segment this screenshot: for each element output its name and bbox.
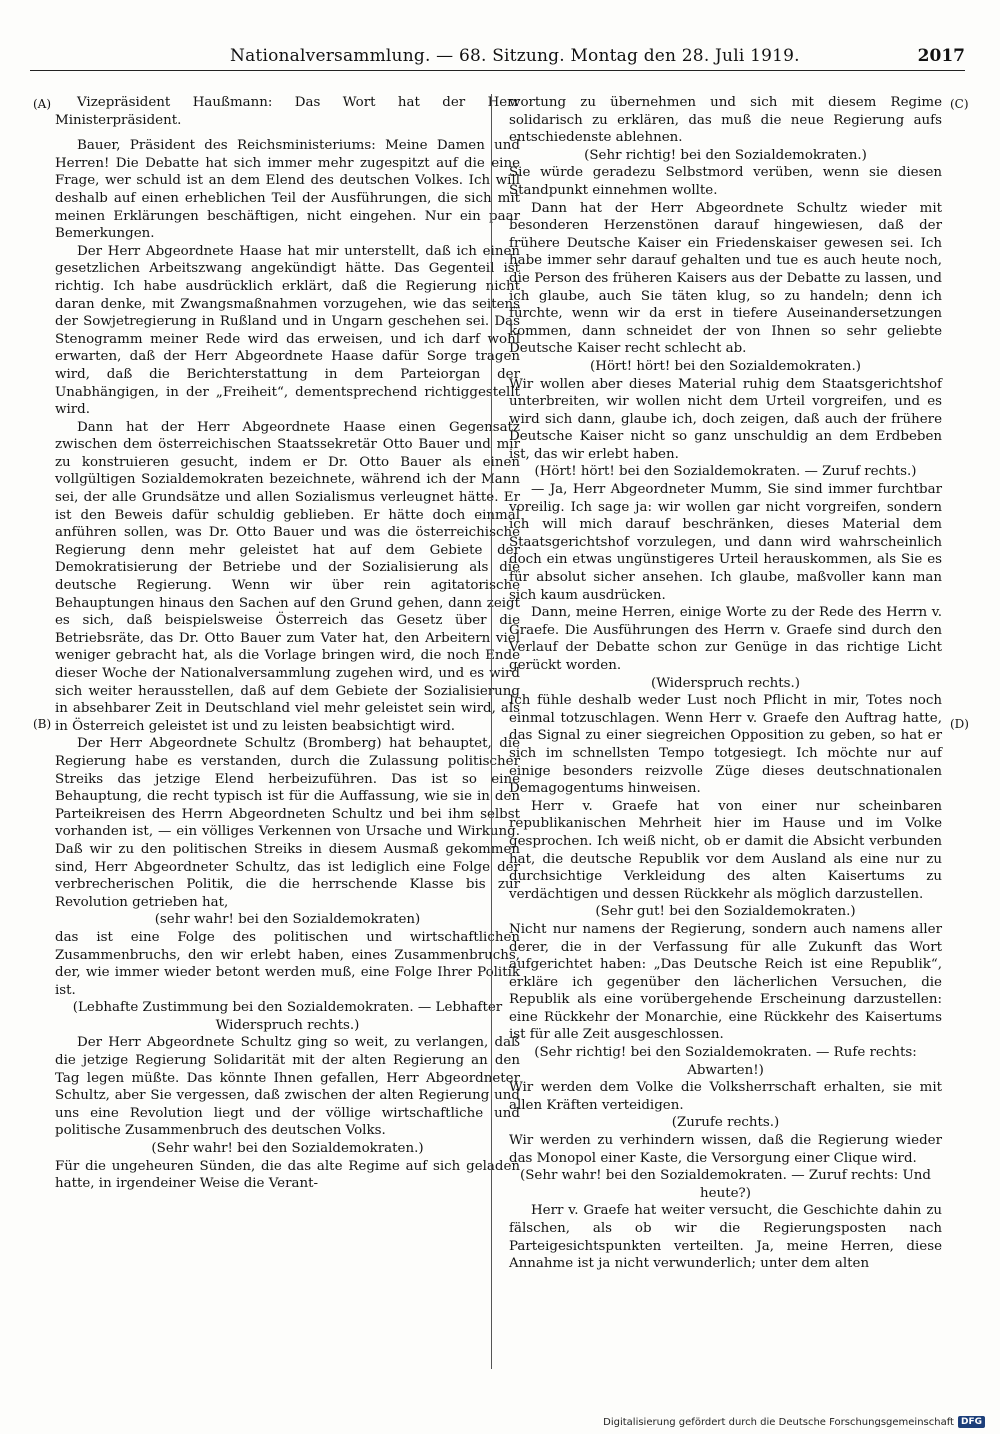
interjection: (sehr wahr! bei den Sozialdemokraten) — [154, 912, 421, 928]
footer-credit: Digitalisierung gefördert durch die Deutsche Forschungsgemeinschaft — [603, 1416, 954, 1428]
interjection: (Sehr richtig! bei den Sozialdemokraten.) — [584, 147, 867, 163]
digitization-footer — [603, 1416, 985, 1428]
paragraph: Wir werden dem Volke die Volksherrschaft erhalten, sie mit allen Kräften verteidigen. — [509, 1080, 942, 1113]
paragraph: das ist eine Folge des politischen und wirtschaftlichen Zusammenbruchs, den wir erlebt haben, eines Zusammenbruchs, der, wie immer wieder betont werden muß, eine Folge Ihrer Politik ist. — [55, 929, 520, 998]
paragraph: Für die ungeheuren Sünden, die das alte Regime auf sich geladen hatte, in irgendeiner Weise die Verant- — [55, 1158, 520, 1192]
page-number: 2017 — [917, 46, 965, 66]
running-header — [30, 44, 965, 71]
interjection: (Sehr wahr! bei den Sozialdemokraten. — Zuruf rechts: Und heute?) — [520, 1168, 931, 1201]
interjection: (Sehr richtig! bei den Sozialdemokraten. — Rufe rechts: Abwarten!) — [534, 1045, 917, 1078]
interjection: (Hört! hört! bei den Sozialdemokraten. — Zuruf rechts.) — [534, 464, 917, 480]
dfg-logo-icon: DFG — [958, 1416, 985, 1428]
paragraph: Herr v. Graefe hat von einer nur scheinbaren republikanischen Mehrheit hier im Hause und im Volke gesprochen. Ich weiß nicht, ob er damit die Absicht verbunden hat, die deutsche Republik vor dem Ausland als eine nur zu durchsichtige Verkleidung des alten Kaisertums zu verdächtigen und dessen Rückkehr als möglich darzustellen. — [509, 798, 942, 902]
paragraph: — Ja, Herr Abgeordneter Mumm, Sie sind immer furchtbar voreilig. Ich sage ja: wir wollen gar nicht vorgreifen, sondern ich will mich darauf beschränken, dieses Material dem Staatsgerichtshof vorzulegen, und dann wird wahrscheinlich doch ein etwas ungünstigeres Urteil herauskommen, als Sie es für absolut sicher ansehen. Ich glaube, maßvoller kann man sich kaum ausdrücken. — [509, 482, 942, 603]
paragraph: Der Herr Abgeordnete Schultz (Bromberg) hat behauptet, die Regierung habe es verstanden, durch die Zulassung politischer Streiks das jetzige Elend herbeizuführen. Das ist so eine Behauptung, die recht typisch ist für die Auffassung, wie sie in den Parteikreisen des Herrn Abgeordneten Schultz und bei ihm selbst vorhanden ist, — ein völliges Verkennen von Ursache und Wirkung. Daß wir zu den politischen Streiks in diesem Ausmaß gekommen sind, Herr Abgeordneter Schultz, das ist lediglich eine Folge der verbrecherischen Politik, die die herrschende Klasse bis zur Revolution getrieben hat, — [55, 736, 520, 910]
left-column — [55, 94, 520, 1193]
paragraph: Dann, meine Herren, einige Worte zu der Rede des Herrn v. Graefe. Die Ausführungen des Herrn v. Graefe sind durch den Verlauf der Debatte schon zur Genüge in das richtige Licht gerückt worden. — [509, 605, 942, 673]
right-column — [509, 94, 942, 1273]
paragraph: Der Herr Abgeordnete Haase hat mir unterstellt, daß ich einen gesetzlichen Arbeitszwang angekündigt hätte. Das Gegenteil ist richtig. Ich habe ausdrücklich erklärt, daß die Regierung nicht daran denke, mit Zwangsmaßnahmen vorzugehen, wie das seitens der Sowjetregierung in Rußland und in Ungarn geschehen sei. Das Stenogramm meiner Rede wird das erweisen, und ich darf wohl erwarten, daß der Herr Abgeordnete Haase dafür Sorge tragen wird, daß die Berichterstattung in dem Parteiorgan der Unabhängigen, in der „Freiheit“, dementsprechend richtiggestellt wird. — [55, 243, 520, 418]
paragraph: Wir werden zu verhindern wissen, daß die Regierung wieder das Monopol einer Kaste, die Versorgung einer Clique wird. — [509, 1133, 942, 1166]
margin-marker-c: (C) — [950, 97, 969, 111]
paragraph: Dann hat der Herr Abgeordnete Schultz wieder mit besonderen Herzenstönen darauf hingewiesen, daß der frühere Deutsche Kaiser ein Friedenskaiser gewesen sei. Ich habe immer sehr darauf gehalten und tue es auch heute noch, die Person des früheren Kaisers aus der Debatte zu lassen, und ich glaube, auch Sie täten klug, so zu handeln; denn ich fürchte, wenn wir da erst in tiefere Auseinandersetzungen kommen, dann schneidet der von Ihnen so sehr geliebte Deutsche Kaiser recht schlecht ab. — [509, 200, 942, 357]
interjection: (Hört! hört! bei den Sozialdemokraten.) — [590, 358, 861, 374]
margin-marker-b: (B) — [33, 717, 52, 731]
paragraph: Nicht nur namens der Regierung, sondern auch namens aller derer, die in der Verfassung für alle Zukunft das Wort aufgerichtet haben: „Das Deutsche Reich ist eine Republik“, erkläre ich gegenüber den lächerlichen Versuchen, die Republik als eine vorübergehende Erscheinung darzustellen: eine Rückkehr der Monarchie, eine Rückkehr des Kaisertums ist für alle Zeit ausgeschlossen. — [509, 921, 942, 1043]
interjection: (Sehr gut! bei den Sozialdemokraten.) — [595, 904, 856, 920]
paragraph: Herr v. Graefe hat weiter versucht, die Geschichte dahin zu fälschen, als ob wir die Regierungsposten nach Parteigesichtspunkten verteilten. Ja, meine Herren, diese Annahme ist ja nicht verwunderlich; unter dem alten — [509, 1203, 942, 1272]
interjection: (Sehr wahr! bei den Sozialdemokraten.) — [151, 1141, 424, 1157]
running-title: Nationalversammlung. — 68. Sitzung. Montag den 28. Juli 1919. — [230, 46, 800, 66]
paragraph: Wir wollen aber dieses Material ruhig dem Staatsgerichtshof unterbreiten, wir wollen nicht dem Urteil vorgreifen, und es wird sich dann, glaube ich, doch zeigen, daß auch der frühere Deutsche Kaiser nicht so ganz unschuldig an dem Erdbeben ist, das wir erlebt haben. — [509, 376, 942, 462]
paragraph: wortung zu übernehmen und sich mit diesem Regime solidarisch zu erklären, das muß die neue Regierung aufs entschiedenste ablehnen. — [509, 95, 942, 146]
paragraph: Bauer, Präsident des Reichsministeriums: Meine Damen und Herren! Die Debatte hat sich immer mehr zugespitzt auf die eine Frage, wer schuld ist an dem Elend des deutschen Volkes. Ich will deshalb auf einen erheblichen Teil der Ausführungen, die sich mit meinen Erklärungen beschäftigen, nicht eingehen. Nur ein paar Bemerkungen. — [55, 138, 520, 242]
paragraph: Sie würde geradezu Selbstmord verüben, wenn sie diesen Standpunkt einnehmen wollte. — [509, 165, 942, 198]
paragraph: Vizepräsident Haußmann: Das Wort hat der Herr Ministerpräsident. — [55, 95, 520, 128]
interjection: (Lebhafte Zustimmung bei den Sozialdemokraten. — Lebhafter Widerspruch rechts.) — [72, 1000, 503, 1033]
margin-marker-a: (A) — [33, 97, 52, 111]
paragraph: Der Herr Abgeordnete Schultz ging so weit, zu verlangen, daß die jetzige Regierung Solidarität mit der alten Regierung an den Tag legen müßte. Das könnte Ihnen gefallen, Herr Abgeordneter Schultz, aber Sie vergessen, daß zwischen der alten Regierung und uns eine Revolution liegt und der völlige wirtschaftliche und politische Zusammenbruch des deutschen Volks. — [55, 1035, 520, 1139]
paragraph: Ich fühle deshalb weder Lust noch Pflicht in mir, Totes noch einmal totzuschlagen. Wenn Herr v. Graefe den Auftrag hatte, das Signal zu einer siegreichen Opposition zu geben, so hat er sich im schnellsten Tempo totgesiegt. Ich möchte nur auf einige besonders reizvolle Züge dieses deutschnationalen Demagogentums hinweisen. — [509, 693, 942, 797]
margin-marker-d: (D) — [950, 717, 969, 731]
paragraph: Dann hat der Herr Abgeordnete Haase einen Gegensatz zwischen dem österreichischen Staatssekretär Otto Bauer und mir zu konstruieren gesucht, indem er Dr. Otto Bauer als einen vollgültigen Sozialdemokraten bezeichnete, während ich der Mann sei, der alle Grundsätze und allen Sozialismus verleugnet hätte. Er ist den Beweis dafür schuldig geblieben. Er hätte doch einmal anführen sollen, was Dr. Otto Bauer und was die österreichische Regierung denn mehr geleistet hat auf dem Gebiete der Demokratisierung der Betriebe und der Sozialisierung als die deutsche Regierung. Wenn wir über rein agitatorische Behauptungen hinaus den Sachen auf den Grund gehen, dann zeigt es sich, daß beispielsweise Österreich das Gesetz über die Betriebsräte, das Dr. Otto Bauer zum Vater hat, den Arbeitern viel weniger gebracht hat, als die Vorlage bringen wird, die noch Ende dieser Woche der Nationalversammlung zugehen wird, und es wird sich weiter herausstellen, daß auf dem Gebiete der Sozialisierung in absehbarer Zeit in Deutschland viel mehr geleistet sein wird, als in Österreich geleistet ist und zu leisten beabsichtigt wird. — [55, 419, 520, 734]
interjection: (Widerspruch rechts.) — [651, 675, 800, 691]
column-divider — [491, 94, 492, 1369]
interjection: (Zurufe rechts.) — [671, 1115, 780, 1131]
